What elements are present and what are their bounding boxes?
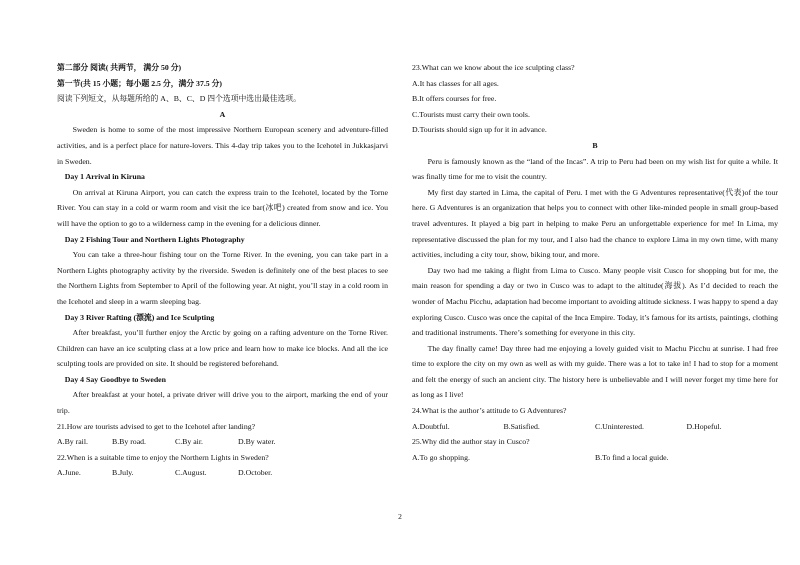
- day1-title: Day 1 Arrival in Kiruna: [64, 172, 145, 182]
- question-25: 25.Why did the author stay in Cusco?: [412, 437, 530, 447]
- day4-text: After breakfast at your hotel, a private driver will drive you to the airport, marking the end of your trip.: [57, 390, 388, 416]
- question-24-options: [412, 419, 778, 435]
- passage-b-para-1: Peru is famously known as the “land of the Incas”. A trip to Peru had been on my wish list for quite a while. It was finally time for me to visit the country.: [412, 156, 778, 182]
- instructions: 阅读下列短文，从每题所给的 A、B、C、D 四个选项中选出最佳选项。: [57, 94, 301, 104]
- option-c: C.August.: [175, 468, 207, 478]
- page-number: 2: [398, 512, 402, 521]
- option-a: A.June.: [57, 468, 81, 478]
- question-25-options: [412, 450, 778, 466]
- question-21: 21.How are tourists advised to get to the Icehotel after landing?: [57, 421, 256, 431]
- section-header: 第二部分 阅读( 共两节， 满分 50 分): [57, 63, 182, 72]
- question-22-options: [57, 465, 388, 481]
- option-b: B.By road.: [112, 437, 147, 447]
- option-b: B.Satisfied.: [503, 421, 540, 431]
- passage-a-label: A: [219, 109, 226, 119]
- option-d: D.Hopeful.: [686, 421, 722, 431]
- passage-a-intro: Sweden is home to some of the most impressive Northern European scenery and adventure-filled activities, and is a perfect place for nature-lovers. This 4-day trip takes you to the Icehotel in Jukkasjarvi in Sweden.: [57, 125, 388, 166]
- subsection-header: 第一节(共 15 小题；每小题 2.5 分，满分 37.5 分): [57, 78, 223, 88]
- day3-title: Day 3 River Rafting (漂流) and Ice Sculpting: [64, 312, 215, 322]
- option-b: B.To find a local guide.: [595, 452, 669, 462]
- option-a: A.By rail.: [57, 437, 88, 447]
- question-24: 24.What is the author’s attitude to G Adventures?: [412, 406, 567, 416]
- right-column: [412, 60, 778, 465]
- question-21-options: [57, 434, 388, 450]
- question-23: 23.What can we know about the ice sculpting class?: [412, 63, 575, 72]
- option-b: B.It offers courses for free.: [412, 94, 497, 104]
- option-d: D.October.: [238, 468, 273, 478]
- passage-b-para-3: Day two had me taking a flight from Lima to Cusco. Many people visit Cusco for shopping but for me, the main reason for spending a day or two in Cusco was to adapt to the altitude(海拔). As I’d decided to reach the wonder of Machu Picchu, adaptation had become important to avoiding altitude sickness. I was happy to spend a day exploring Cusco. Cusco was once the capital of the Inca Empire. Today, it’s famous for its artists, paintings, clothing and traditional instruments. There’s something for everyone in this city.: [412, 265, 778, 338]
- option-c: C.Tourists must carry their own tools.: [412, 109, 530, 119]
- passage-b-label: B: [592, 140, 598, 150]
- passage-b-para-4: The day finally came! Day three had me enjoying a lovely guided visit to Machu Picchu at sunrise. I had free time to explore the city on my own as well as with my guide. There was a lot to take in! I had to stop for a moment and felt the energy of such an ancient city. The history here is unbelievable and I will never forget my time here for as long as I live!: [412, 343, 778, 400]
- left-column: [57, 60, 388, 481]
- option-d: D.Tourists should sign up for it in advance.: [412, 125, 547, 135]
- day4-title: Day 4 Say Goodbye to Sweden: [64, 374, 166, 384]
- question-22: 22.When is a suitable time to enjoy the Northern Lights in Sweden?: [57, 452, 269, 462]
- passage-b-para-2: My first day started in Lima, the capital of Peru. I met with the G Adventures representative(代表)of the tour here. G Adventures is an organization that helps you to connect with other like-minded people in small group-based travel adventures. It played a big part in helping to make Peru an unforgettable experience for me! In Lima, my representative discussed the plan for my tour, and I also had the chance to explore Lima in my own time, with many activities, including a city tour, show, biking tour, and more.: [412, 187, 778, 260]
- day3-text: After breakfast, you’ll further enjoy the Arctic by going on a rafting adventure on the Torne River. Children can have an ice sculpting class at a low price and learn how to make ice blocks. And all the ice sculpting tools are provided on site. It should be registered beforehand.: [57, 328, 388, 369]
- day2-title: Day 2 Fishing Tour and Northern Lights Photography: [64, 234, 245, 244]
- day2-text: You can take a three-hour fishing tour on the Torne River. In the evening, you can take part in a Northern Lights photography activity by the riverside. Sweden is definitely one of the best places to see the Northern Lights from September to April of the following year. At night, you’ll stay in a cold room in the Icehotel and sleep in a warm sleeping bag.: [57, 250, 388, 306]
- day1-text: On arrival at Kiruna Airport, you can catch the express train to the Icehotel, located by the Torne River. You can stay in a cold or warm room and visit the ice bar(冰吧) created from snow and ice. You will have the option to go to a wilderness camp in the evening for a delicious dinner.: [57, 187, 388, 228]
- option-a: A.Doubtful.: [412, 421, 450, 431]
- option-a: A.To go shopping.: [412, 452, 470, 462]
- option-c: C.By air.: [175, 437, 203, 447]
- option-c: C.Uninterested.: [595, 421, 644, 431]
- option-a: A.It has classes for all ages.: [412, 78, 499, 88]
- option-b: B.July.: [112, 468, 134, 478]
- option-d: D.By water.: [238, 437, 276, 447]
